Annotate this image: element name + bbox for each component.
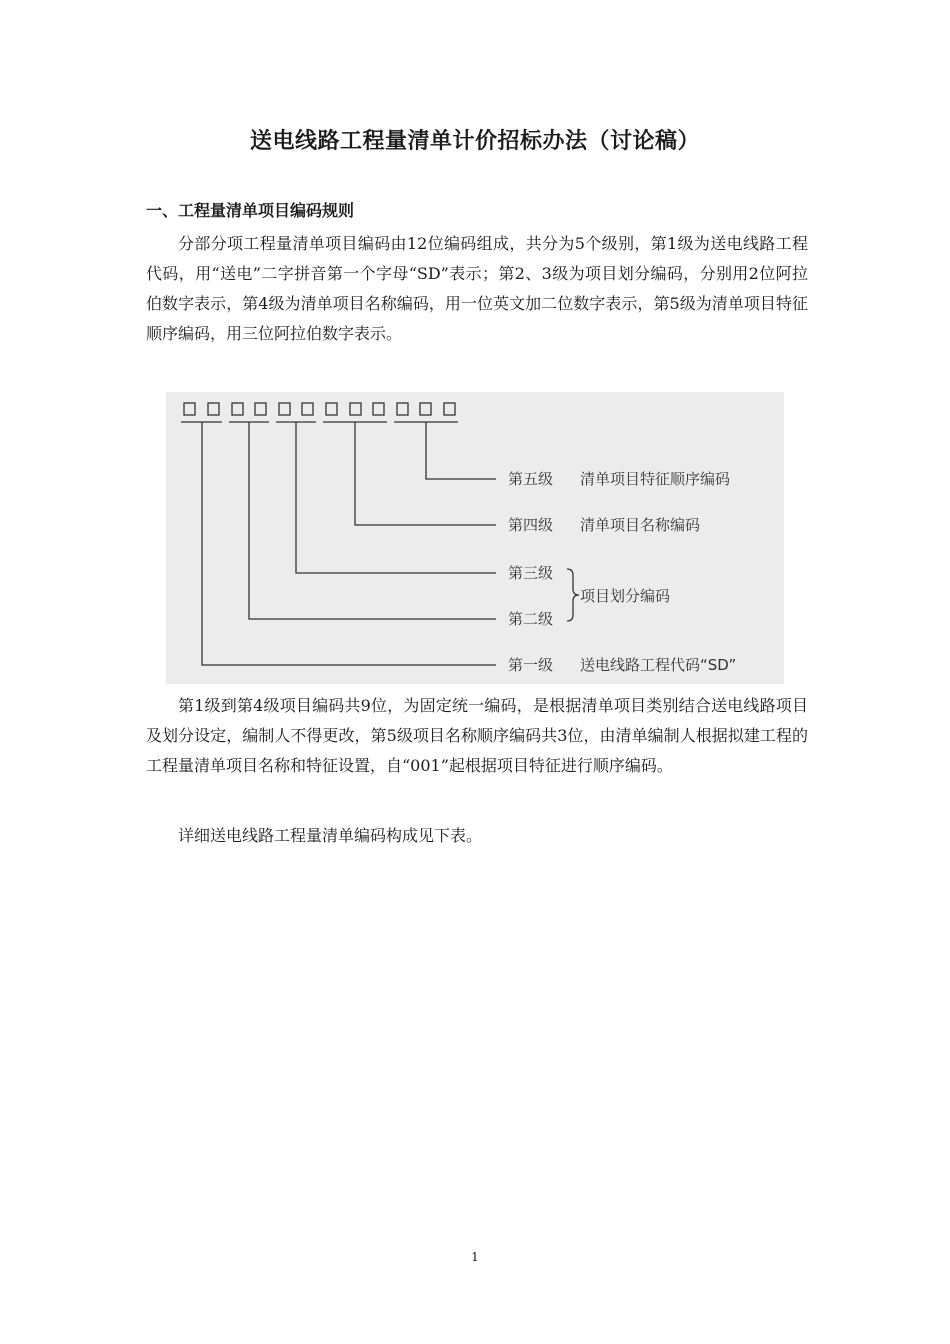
level5-label: 第五级 <box>508 470 554 488</box>
level1-description: 送电线路工程代码“SD” <box>580 656 737 674</box>
paragraph-coding-structure: 分部分项工程量清单项目编码由12位编码组成，共分为5个级别，第1级为送电线路工程代码，用“送电”二字拼音第一个字母“SD”表示；第2、3级为项目划分编码，分别用2位阿拉伯数字表示，第4级为清单项目名称编码，用一位英文加二位数字表示，第5级为清单项目特征顺序编码，用三位阿拉伯数字表示。 <box>146 234 808 343</box>
level1-label: 第一级 <box>508 656 554 674</box>
code-box <box>279 403 290 415</box>
code-box <box>373 403 384 415</box>
code-box <box>184 403 195 415</box>
coding-diagram-figure <box>166 392 784 684</box>
level4-description: 清单项目名称编码 <box>580 516 701 534</box>
section-heading: 一、工程量清单项目编码规则 <box>146 201 355 220</box>
brace <box>567 569 579 621</box>
code-box <box>444 403 455 415</box>
coding-diagram <box>166 392 784 684</box>
code-box <box>302 403 313 415</box>
connector-lines <box>202 422 496 665</box>
document-title: 送电线路工程量清单计价招标办法（讨论稿） <box>249 129 700 154</box>
level3-label: 第三级 <box>508 564 554 582</box>
code-boxes <box>184 403 455 415</box>
paragraph-see-table: 详细送电线路工程量清单编码构成见下表。 <box>178 826 483 845</box>
level4-label: 第四级 <box>508 516 554 534</box>
code-box <box>420 403 431 415</box>
code-box <box>208 403 219 415</box>
level23-description: 项目划分编码 <box>580 587 671 605</box>
level2-label: 第二级 <box>508 610 554 628</box>
code-box <box>397 403 408 415</box>
code-box <box>326 403 337 415</box>
paragraph-fixed-coding: 第1级到第4级项目编码共9位，为固定统一编码，是根据清单项目类别结合送电线路项目及划分设定，编制人不得更改，第5级项目名称顺序编码共3位，由清单编制人根据拟建工程的工程量清单项目名称和特征设置，自“001”起根据项目特征进行顺序编码。 <box>146 696 808 775</box>
code-box <box>232 403 243 415</box>
level5-description: 清单项目特征顺序编码 <box>580 470 731 488</box>
page-number: 1 <box>471 1250 479 1264</box>
code-box <box>255 403 266 415</box>
code-box <box>350 403 361 415</box>
